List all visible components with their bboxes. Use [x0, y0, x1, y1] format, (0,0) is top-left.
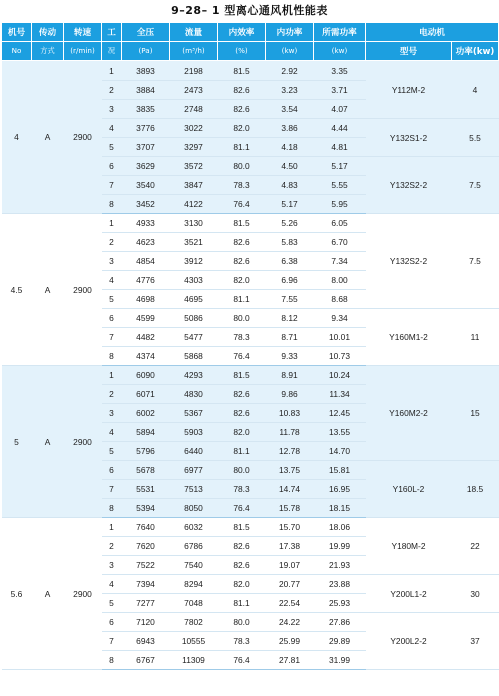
col-header-internal-efficiency: 内效率	[218, 23, 266, 42]
col-header-drive-unit: 方式	[32, 42, 64, 61]
internal-efficiency-cell: 82.6	[218, 537, 266, 556]
flow-cell: 8294	[170, 575, 218, 594]
condition-cell: 6	[102, 309, 122, 328]
condition-cell: 4	[102, 119, 122, 138]
col-header-internal-power: 内功率	[266, 23, 314, 42]
col-header-machine-no-unit: No	[2, 42, 32, 61]
condition-cell: 5	[102, 594, 122, 613]
motor-power-cell: 7.5	[452, 157, 499, 214]
flow-cell: 6786	[170, 537, 218, 556]
internal-power-cell: 25.99	[266, 632, 314, 651]
condition-cell: 4	[102, 575, 122, 594]
motor-power-cell: 22	[452, 518, 499, 575]
condition-cell: 7	[102, 632, 122, 651]
condition-cell: 3	[102, 100, 122, 119]
pressure-cell: 4933	[122, 214, 170, 233]
internal-efficiency-cell: 76.4	[218, 499, 266, 518]
internal-power-cell: 10.83	[266, 404, 314, 423]
internal-efficiency-cell: 82.6	[218, 252, 266, 271]
pressure-cell: 6071	[122, 385, 170, 404]
flow-cell: 5367	[170, 404, 218, 423]
pressure-cell: 4374	[122, 347, 170, 366]
required-power-cell: 8.68	[314, 290, 366, 309]
internal-efficiency-cell: 82.6	[218, 556, 266, 575]
condition-cell: 3	[102, 404, 122, 423]
required-power-cell: 25.93	[314, 594, 366, 613]
internal-efficiency-cell: 81.1	[218, 442, 266, 461]
col-header-motor: 电动机	[366, 23, 499, 42]
internal-efficiency-cell: 81.5	[218, 214, 266, 233]
pressure-cell: 4776	[122, 271, 170, 290]
required-power-cell: 5.95	[314, 195, 366, 214]
flow-cell: 5868	[170, 347, 218, 366]
drive-cell: A	[32, 366, 64, 518]
col-header-internal-efficiency-unit: (%)	[218, 42, 266, 61]
condition-cell: 4	[102, 271, 122, 290]
internal-power-cell: 5.17	[266, 195, 314, 214]
table-row	[2, 518, 499, 537]
machine-no-cell: 5	[2, 366, 32, 518]
motor-power-cell: 37	[452, 613, 499, 670]
motor-model-cell: Y112M-2	[366, 61, 452, 119]
col-header-machine-no: 机号	[2, 23, 32, 42]
condition-cell: 3	[102, 252, 122, 271]
required-power-cell: 15.81	[314, 461, 366, 480]
internal-power-cell: 9.86	[266, 385, 314, 404]
internal-power-cell: 3.86	[266, 119, 314, 138]
internal-power-cell: 9.33	[266, 347, 314, 366]
internal-power-cell: 8.12	[266, 309, 314, 328]
required-power-cell: 19.99	[314, 537, 366, 556]
pressure-cell: 7394	[122, 575, 170, 594]
internal-efficiency-cell: 81.1	[218, 594, 266, 613]
flow-cell: 3022	[170, 119, 218, 138]
internal-efficiency-cell: 80.0	[218, 461, 266, 480]
flow-cell: 3521	[170, 233, 218, 252]
flow-cell: 3297	[170, 138, 218, 157]
pressure-cell: 3884	[122, 81, 170, 100]
internal-efficiency-cell: 82.0	[218, 119, 266, 138]
condition-cell: 2	[102, 233, 122, 252]
internal-efficiency-cell: 81.5	[218, 366, 266, 385]
pressure-cell: 7120	[122, 613, 170, 632]
condition-cell: 8	[102, 195, 122, 214]
flow-cell: 5477	[170, 328, 218, 347]
required-power-cell: 12.45	[314, 404, 366, 423]
table-title: 9–28– 1 型离心通风机性能表	[171, 4, 328, 17]
internal-efficiency-cell: 81.1	[218, 290, 266, 309]
required-power-cell: 6.70	[314, 233, 366, 252]
required-power-cell: 13.55	[314, 423, 366, 442]
table-row	[2, 366, 499, 385]
flow-cell: 10555	[170, 632, 218, 651]
internal-efficiency-cell: 76.4	[218, 651, 266, 670]
required-power-cell: 6.05	[314, 214, 366, 233]
internal-power-cell: 17.38	[266, 537, 314, 556]
flow-cell: 6977	[170, 461, 218, 480]
internal-power-cell: 27.81	[266, 651, 314, 670]
internal-power-cell: 2.92	[266, 61, 314, 81]
motor-power-cell: 15	[452, 366, 499, 461]
col-header-required-power-unit: (kw)	[314, 42, 366, 61]
internal-power-cell: 4.18	[266, 138, 314, 157]
flow-cell: 7513	[170, 480, 218, 499]
pressure-cell: 5796	[122, 442, 170, 461]
pressure-cell: 5678	[122, 461, 170, 480]
internal-power-cell: 7.55	[266, 290, 314, 309]
required-power-cell: 9.34	[314, 309, 366, 328]
condition-cell: 6	[102, 461, 122, 480]
flow-cell: 4303	[170, 271, 218, 290]
motor-power-cell: 18.5	[452, 461, 499, 518]
internal-efficiency-cell: 76.4	[218, 347, 266, 366]
speed-cell: 2900	[64, 518, 102, 670]
flow-cell: 7048	[170, 594, 218, 613]
required-power-cell: 29.89	[314, 632, 366, 651]
internal-efficiency-cell: 82.0	[218, 575, 266, 594]
flow-cell: 3847	[170, 176, 218, 195]
condition-cell: 6	[102, 613, 122, 632]
internal-power-cell: 15.70	[266, 518, 314, 537]
internal-efficiency-cell: 80.0	[218, 309, 266, 328]
pressure-cell: 4698	[122, 290, 170, 309]
pressure-cell: 7522	[122, 556, 170, 575]
flow-cell: 5903	[170, 423, 218, 442]
condition-cell: 1	[102, 518, 122, 537]
motor-model-cell: Y200L2-2	[366, 613, 452, 670]
internal-power-cell: 5.83	[266, 233, 314, 252]
internal-power-cell: 24.22	[266, 613, 314, 632]
internal-power-cell: 20.77	[266, 575, 314, 594]
pressure-cell: 6002	[122, 404, 170, 423]
condition-cell: 7	[102, 176, 122, 195]
pressure-cell: 5531	[122, 480, 170, 499]
flow-cell: 7802	[170, 613, 218, 632]
required-power-cell: 23.88	[314, 575, 366, 594]
internal-efficiency-cell: 80.0	[218, 157, 266, 176]
machine-no-cell: 4.5	[2, 214, 32, 366]
col-header-motor-power: 功率(kw)	[452, 42, 499, 61]
condition-cell: 5	[102, 442, 122, 461]
motor-power-cell: 4	[452, 61, 499, 119]
internal-efficiency-cell: 78.3	[218, 480, 266, 499]
drive-cell: A	[32, 214, 64, 366]
required-power-cell: 4.07	[314, 100, 366, 119]
condition-cell: 8	[102, 499, 122, 518]
required-power-cell: 10.24	[314, 366, 366, 385]
flow-cell: 4122	[170, 195, 218, 214]
pressure-cell: 3452	[122, 195, 170, 214]
required-power-cell: 3.35	[314, 61, 366, 81]
internal-efficiency-cell: 82.6	[218, 81, 266, 100]
condition-cell: 6	[102, 157, 122, 176]
drive-cell: A	[32, 61, 64, 214]
motor-model-cell: Y132S2-2	[366, 214, 452, 309]
internal-power-cell: 19.07	[266, 556, 314, 575]
pressure-cell: 4623	[122, 233, 170, 252]
table-row	[2, 214, 499, 233]
condition-cell: 1	[102, 214, 122, 233]
fan-performance-table	[1, 22, 499, 670]
motor-power-cell: 7.5	[452, 214, 499, 309]
internal-power-cell: 13.75	[266, 461, 314, 480]
required-power-cell: 4.44	[314, 119, 366, 138]
drive-cell: A	[32, 518, 64, 670]
pressure-cell: 3776	[122, 119, 170, 138]
condition-cell: 7	[102, 328, 122, 347]
internal-power-cell: 11.78	[266, 423, 314, 442]
pressure-cell: 7277	[122, 594, 170, 613]
internal-efficiency-cell: 80.0	[218, 613, 266, 632]
internal-power-cell: 22.54	[266, 594, 314, 613]
flow-cell: 6440	[170, 442, 218, 461]
pressure-cell: 3707	[122, 138, 170, 157]
motor-power-cell: 30	[452, 575, 499, 613]
internal-efficiency-cell: 82.6	[218, 233, 266, 252]
condition-cell: 2	[102, 537, 122, 556]
internal-efficiency-cell: 82.0	[218, 271, 266, 290]
col-header-speed-unit: (r/min)	[64, 42, 102, 61]
motor-model-cell: Y132S1-2	[366, 119, 452, 157]
col-header-motor-model: 型号	[366, 42, 452, 61]
col-header-flow-unit: (m³/h)	[170, 42, 218, 61]
col-header-speed: 转速	[64, 23, 102, 42]
pressure-cell: 3629	[122, 157, 170, 176]
internal-efficiency-cell: 82.6	[218, 100, 266, 119]
pressure-cell: 4482	[122, 328, 170, 347]
speed-cell: 2900	[64, 61, 102, 214]
internal-power-cell: 12.78	[266, 442, 314, 461]
table-row	[2, 61, 499, 81]
pressure-cell: 3540	[122, 176, 170, 195]
required-power-cell: 8.00	[314, 271, 366, 290]
internal-efficiency-cell: 82.0	[218, 423, 266, 442]
pressure-cell: 7640	[122, 518, 170, 537]
internal-efficiency-cell: 78.3	[218, 632, 266, 651]
flow-cell: 3572	[170, 157, 218, 176]
col-header-pressure-unit: (Pa)	[122, 42, 170, 61]
flow-cell: 11309	[170, 651, 218, 670]
internal-power-cell: 3.23	[266, 81, 314, 100]
pressure-cell: 6090	[122, 366, 170, 385]
internal-power-cell: 8.71	[266, 328, 314, 347]
required-power-cell: 14.70	[314, 442, 366, 461]
required-power-cell: 10.73	[314, 347, 366, 366]
condition-cell: 7	[102, 480, 122, 499]
internal-efficiency-cell: 81.5	[218, 518, 266, 537]
condition-cell: 3	[102, 556, 122, 575]
internal-power-cell: 5.26	[266, 214, 314, 233]
internal-efficiency-cell: 81.1	[218, 138, 266, 157]
motor-model-cell: Y180M-2	[366, 518, 452, 575]
pressure-cell: 4854	[122, 252, 170, 271]
internal-power-cell: 6.96	[266, 271, 314, 290]
col-header-condition: 工	[102, 23, 122, 42]
internal-power-cell: 4.50	[266, 157, 314, 176]
motor-power-cell: 11	[452, 309, 499, 366]
internal-power-cell: 6.38	[266, 252, 314, 271]
pressure-cell: 7620	[122, 537, 170, 556]
required-power-cell: 4.81	[314, 138, 366, 157]
machine-no-cell: 5.6	[2, 518, 32, 670]
speed-cell: 2900	[64, 366, 102, 518]
flow-cell: 2198	[170, 61, 218, 81]
flow-cell: 8050	[170, 499, 218, 518]
flow-cell: 4830	[170, 385, 218, 404]
condition-cell: 2	[102, 81, 122, 100]
required-power-cell: 31.99	[314, 651, 366, 670]
flow-cell: 4293	[170, 366, 218, 385]
internal-efficiency-cell: 82.6	[218, 385, 266, 404]
required-power-cell: 16.95	[314, 480, 366, 499]
required-power-cell: 18.06	[314, 518, 366, 537]
internal-power-cell: 4.83	[266, 176, 314, 195]
internal-efficiency-cell: 82.6	[218, 404, 266, 423]
required-power-cell: 11.34	[314, 385, 366, 404]
pressure-cell: 6943	[122, 632, 170, 651]
motor-model-cell: Y160L-2	[366, 461, 452, 518]
pressure-cell: 6767	[122, 651, 170, 670]
col-header-condition-unit: 况	[102, 42, 122, 61]
flow-cell: 5086	[170, 309, 218, 328]
motor-model-cell: Y132S2-2	[366, 157, 452, 214]
flow-cell: 2473	[170, 81, 218, 100]
motor-model-cell: Y160M1-2	[366, 309, 452, 366]
col-header-pressure: 全压	[122, 23, 170, 42]
internal-power-cell: 8.91	[266, 366, 314, 385]
required-power-cell: 27.86	[314, 613, 366, 632]
motor-power-cell: 5.5	[452, 119, 499, 157]
required-power-cell: 10.01	[314, 328, 366, 347]
motor-model-cell: Y200L1-2	[366, 575, 452, 613]
internal-efficiency-cell: 78.3	[218, 176, 266, 195]
required-power-cell: 3.71	[314, 81, 366, 100]
table-body	[2, 61, 499, 670]
required-power-cell: 5.17	[314, 157, 366, 176]
condition-cell: 2	[102, 385, 122, 404]
flow-cell: 3130	[170, 214, 218, 233]
condition-cell: 5	[102, 290, 122, 309]
table-header	[2, 23, 499, 61]
required-power-cell: 18.15	[314, 499, 366, 518]
speed-cell: 2900	[64, 214, 102, 366]
required-power-cell: 21.93	[314, 556, 366, 575]
col-header-flow: 流量	[170, 23, 218, 42]
pressure-cell: 5894	[122, 423, 170, 442]
internal-efficiency-cell: 78.3	[218, 328, 266, 347]
pressure-cell: 5394	[122, 499, 170, 518]
condition-cell: 5	[102, 138, 122, 157]
internal-efficiency-cell: 76.4	[218, 195, 266, 214]
col-header-internal-power-unit: (kw)	[266, 42, 314, 61]
internal-power-cell: 3.54	[266, 100, 314, 119]
internal-power-cell: 14.74	[266, 480, 314, 499]
condition-cell: 1	[102, 366, 122, 385]
internal-power-cell: 15.78	[266, 499, 314, 518]
pressure-cell: 4599	[122, 309, 170, 328]
condition-cell: 1	[102, 61, 122, 81]
pressure-cell: 3835	[122, 100, 170, 119]
machine-no-cell: 4	[2, 61, 32, 214]
col-header-required-power: 所需功率	[314, 23, 366, 42]
flow-cell: 2748	[170, 100, 218, 119]
col-header-drive: 传动	[32, 23, 64, 42]
required-power-cell: 5.55	[314, 176, 366, 195]
condition-cell: 4	[102, 423, 122, 442]
required-power-cell: 7.34	[314, 252, 366, 271]
motor-model-cell: Y160M2-2	[366, 366, 452, 461]
flow-cell: 4695	[170, 290, 218, 309]
pressure-cell: 3893	[122, 61, 170, 81]
flow-cell: 6032	[170, 518, 218, 537]
condition-cell: 8	[102, 347, 122, 366]
flow-cell: 7540	[170, 556, 218, 575]
flow-cell: 3912	[170, 252, 218, 271]
internal-efficiency-cell: 81.5	[218, 61, 266, 81]
condition-cell: 8	[102, 651, 122, 670]
